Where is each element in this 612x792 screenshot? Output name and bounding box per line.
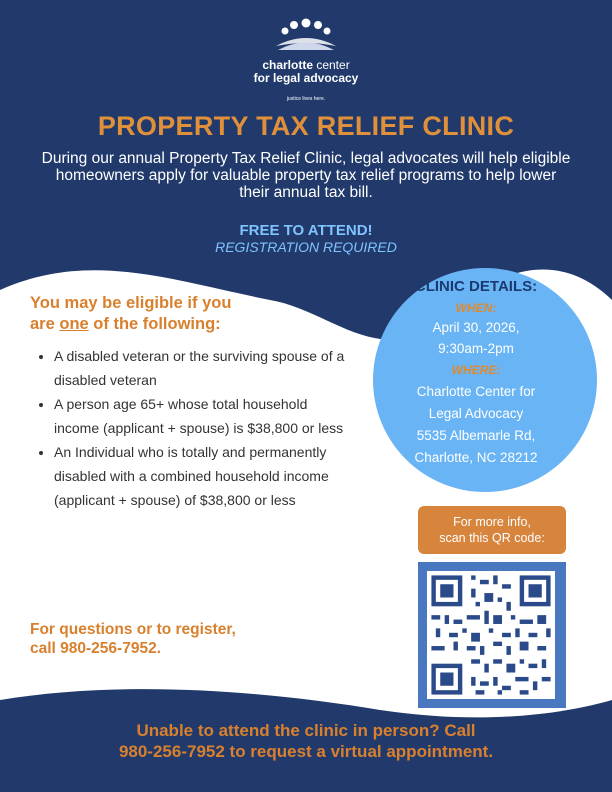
clinic-details-title: CLINIC DETAILS: (414, 278, 538, 295)
intro-text: During our annual Property Tax Relief Clinic, legal advocates will help eligible homeowners apply for valuable property tax relief programs to help lower their annual tax bill. (41, 150, 571, 201)
clinic-date: April 30, 2026, (432, 320, 520, 335)
when-label: WHEN: (455, 301, 497, 315)
org-name-line2: for legal advocacy (253, 71, 359, 85)
registration-required: REGISTRATION REQUIRED (215, 239, 397, 255)
page-title: PROPERTY TAX RELIEF CLINIC (97, 111, 515, 141)
qr-prompt-box: For more info, scan this QR code: (418, 506, 566, 554)
logo-icon (256, 10, 356, 52)
address-line: Charlotte, NC 28212 (414, 450, 538, 465)
list-item: • A disabled veteran or the surviving spouse of a disabled veteran (54, 344, 354, 392)
where-label: WHERE: (451, 363, 501, 377)
virtual-appointment-note: Unable to attend the clinic in person? Call 980-256-7952 to request a virtual appointment. (118, 721, 494, 761)
address-line: 5535 Albemarle Rd, (416, 428, 536, 443)
org-name-line1: charlotte center (262, 58, 350, 72)
eligibility-heading: You may be eligible if you are one of the following: (30, 294, 232, 333)
tagline: justice lives here. (286, 96, 326, 102)
questions-contact: For questions or to register, call 980-256-7952. (30, 621, 236, 657)
list-item: • An Individual who is totally and permanently disabled with a combined household income (applicant + spouse) of $38,800 or less (54, 440, 354, 512)
clinic-time: 9:30am-2pm (438, 341, 514, 356)
qr-code-icon[interactable] (427, 571, 555, 699)
address-line: Charlotte Center for (416, 384, 536, 399)
list-item: • A person age 65+ whose total household income (applicant + spouse) is $38,800 or less (54, 392, 354, 440)
eligibility-list (30, 344, 354, 512)
address-line: Legal Advocacy (428, 406, 524, 421)
free-to-attend: FREE TO ATTEND! (239, 222, 373, 239)
